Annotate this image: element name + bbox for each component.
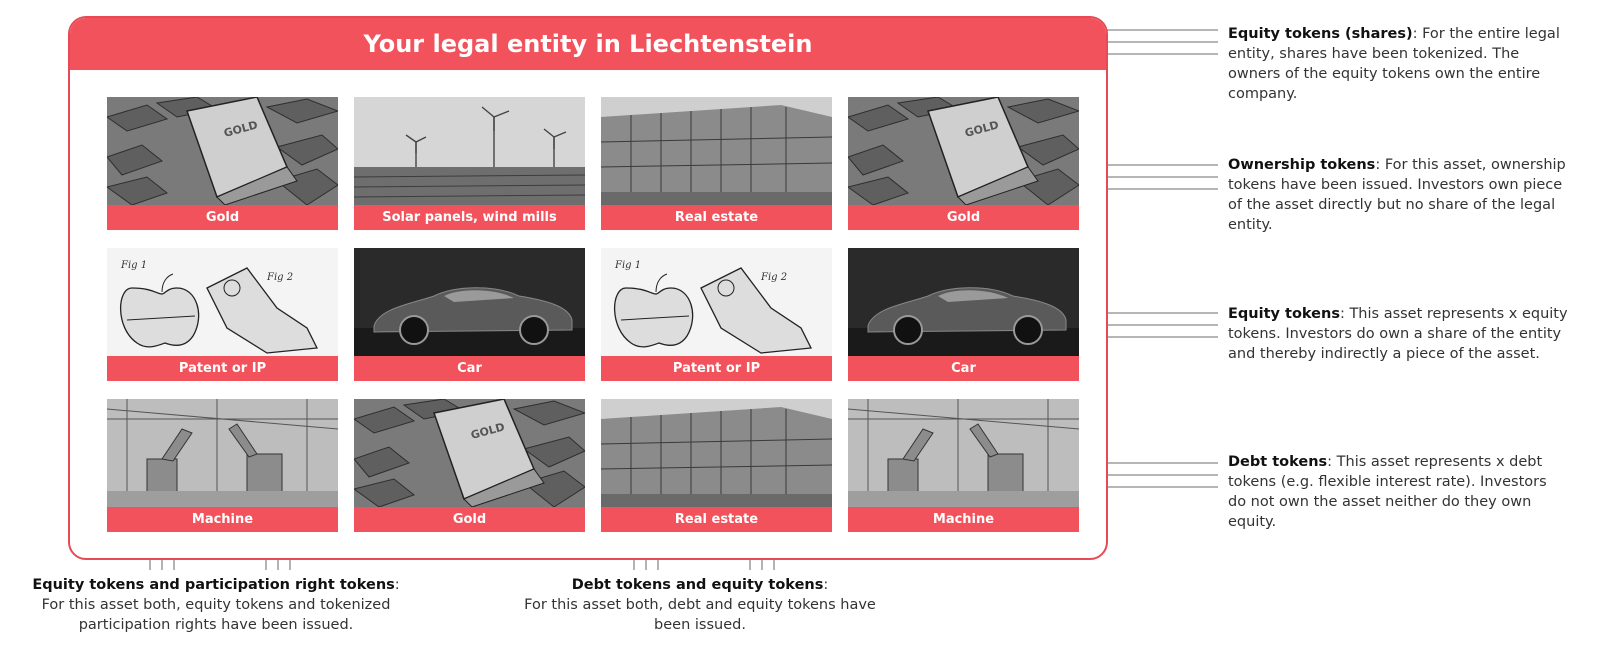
asset-card [107, 399, 338, 532]
sports-car-image [848, 248, 1079, 356]
asset-label: Gold [848, 205, 1079, 230]
patent-sketch-icon [601, 248, 832, 356]
building-icon [601, 97, 832, 205]
patent-sketch-image [107, 248, 338, 356]
asset-label: Real estate [601, 205, 832, 230]
factory-robots-icon [848, 399, 1079, 507]
svg-text:GOLD: GOLD [222, 118, 260, 140]
asset-label: Gold [354, 507, 585, 532]
asset-card [848, 248, 1079, 381]
note-debt-equity: Debt tokens and equity tokens: For this asset both, debt and equity tokens have been issued. [524, 577, 876, 633]
patent-sketch-icon [107, 248, 338, 356]
asset-card [354, 399, 585, 532]
factory-robots-image [848, 399, 1079, 507]
note-debt: Debt tokens: This asset represents x debt tokens (e.g. flexible interest rate). Investors do not own the asset neither do they own equity. [1228, 454, 1547, 530]
solar-wind-icon [354, 97, 585, 205]
asset-card [848, 399, 1079, 532]
factory-robots-icon [107, 399, 338, 507]
asset-label: Real estate [601, 507, 832, 532]
note-title: Ownership tokens [1228, 157, 1376, 173]
asset-label: Patent or IP [601, 356, 832, 381]
svg-text:GOLD: GOLD [963, 118, 1001, 140]
building-image [601, 399, 832, 507]
asset-label: Solar panels, wind mills [354, 205, 585, 230]
asset-card [601, 248, 832, 381]
gold-bars-image [107, 97, 338, 205]
note-ownership: Ownership tokens: For this asset, ownership tokens have been issued. Investors own piece of the asset directly but no share of the legal entity. [1228, 157, 1566, 233]
svg-text:Fig 2: Fig 2 [761, 272, 788, 283]
asset-card [107, 248, 338, 381]
note-equity-participation: Equity tokens and participation right tokens: For this asset both, equity tokens and tokenized participation rights have been issued. [32, 577, 400, 633]
asset-card [354, 97, 585, 230]
svg-text:GOLD: GOLD [469, 420, 507, 442]
note-text: For this asset both, equity tokens and tokenized participation rights have been issued. [41, 597, 391, 633]
gold-bars-image [848, 97, 1079, 205]
building-image [601, 97, 832, 205]
note-equity: Equity tokens: This asset represents x equity tokens. Investors do own a share of the entity and thereby indirectly a piece of the asset. [1228, 306, 1568, 362]
note-text: For this asset, ownership tokens have been issued. Investors own piece of the asset directly but no share of the legal entity. [1228, 157, 1566, 233]
note-text: For the entire legal entity, shares have been tokenized. The owners of the equity tokens own the entire company. [1228, 26, 1560, 102]
asset-card [354, 248, 585, 381]
gold-bars-icon [107, 97, 338, 205]
note-equity-shares: Equity tokens (shares): For the entire legal entity, shares have been tokenized. The owners of the equity tokens own the entire company. [1228, 26, 1560, 102]
note-title: Equity tokens [1228, 306, 1340, 322]
gold-bars-icon [848, 97, 1079, 205]
asset-label: Gold [107, 205, 338, 230]
asset-label: Machine [848, 507, 1079, 532]
solar-wind-image [354, 97, 585, 205]
asset-grid [107, 97, 1078, 532]
asset-card [848, 97, 1079, 230]
asset-label: Machine [107, 507, 338, 532]
note-text: This asset represents x equity tokens. Investors do own a share of the entity and thereby indirectly a piece of the asset. [1228, 306, 1568, 362]
asset-label: Car [354, 356, 585, 381]
svg-text:Fig 1: Fig 1 [121, 260, 148, 271]
asset-card [107, 97, 338, 230]
svg-text:Fig 2: Fig 2 [267, 272, 294, 283]
asset-card [601, 97, 832, 230]
gold-bars-image [354, 399, 585, 507]
patent-sketch-image [601, 248, 832, 356]
note-title: Equity tokens and participation right tokens [32, 577, 395, 593]
note-text: For this asset both, debt and equity tokens have been issued. [524, 597, 876, 633]
building-icon [601, 399, 832, 507]
note-title: Equity tokens (shares) [1228, 26, 1413, 42]
note-text: This asset represents x debt tokens (e.g. flexible interest rate). Investors do not own the asset neither do they own equity. [1228, 454, 1547, 530]
note-title: Debt tokens and equity tokens [571, 577, 824, 593]
factory-robots-image [107, 399, 338, 507]
gold-bars-icon [354, 399, 585, 507]
svg-text:Fig 1: Fig 1 [615, 260, 642, 271]
frame-title: Your legal entity in Liechtenstein [70, 18, 1106, 70]
sports-car-icon [848, 248, 1079, 356]
sports-car-image [354, 248, 585, 356]
asset-card [601, 399, 832, 532]
asset-label: Patent or IP [107, 356, 338, 381]
note-title: Debt tokens [1228, 454, 1328, 470]
sports-car-icon [354, 248, 585, 356]
asset-label: Car [848, 356, 1079, 381]
